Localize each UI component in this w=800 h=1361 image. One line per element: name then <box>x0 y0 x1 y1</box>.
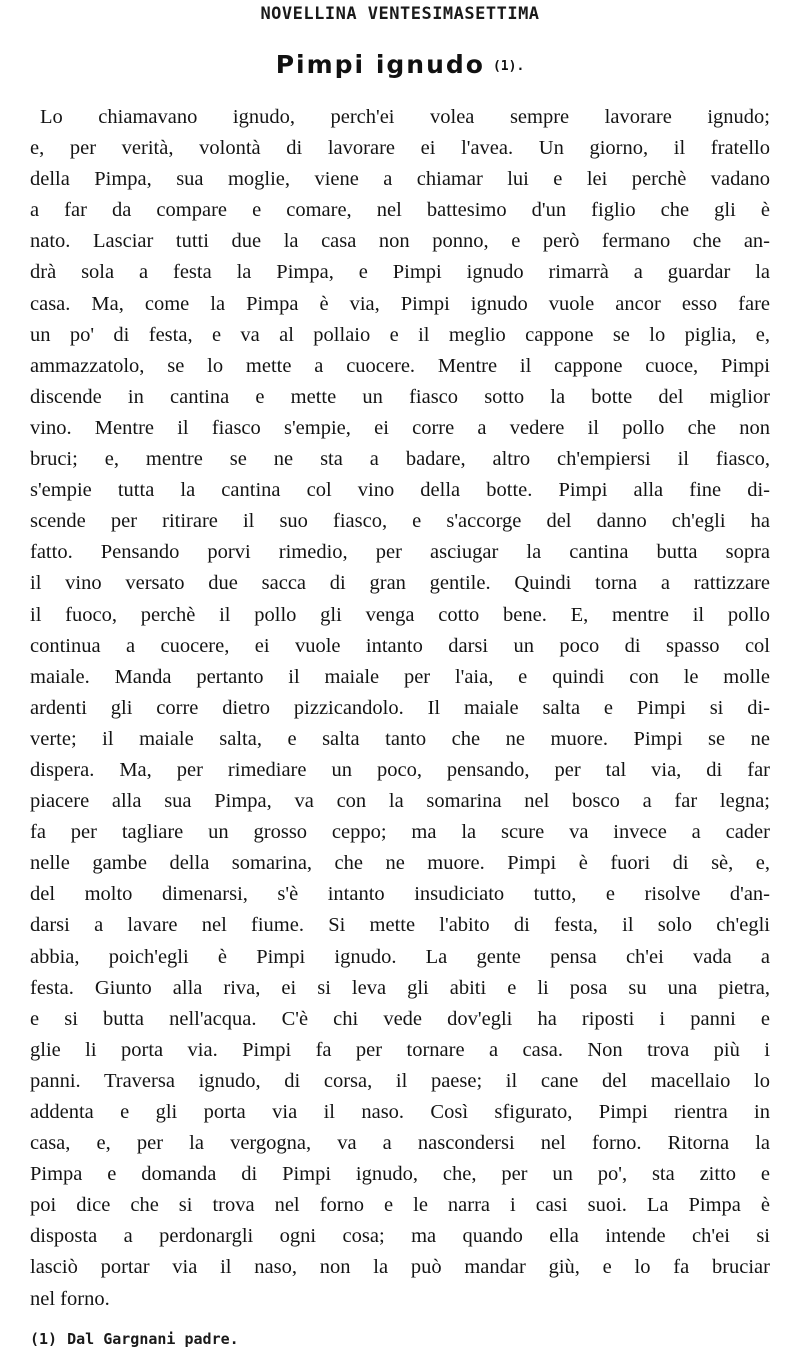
body-line: lasciò portar via il naso, non la può mandar giù, e lo fa bruciar <box>30 1256 770 1279</box>
body-line: dispera. Ma, per rimediare un poco, pensando, per tal via, di far <box>30 758 770 781</box>
footnote-mark: (1) <box>30 1330 58 1348</box>
footnote-text: Dal Gargnani padre. <box>67 1330 239 1348</box>
body-line: il vino versato due sacca di gran gentile. Quindi torna a rattizzare <box>30 572 770 595</box>
body-line: Pimpa e domanda di Pimpi ignudo, che, per un po', sta zitto e <box>30 1163 770 1186</box>
title-footnote-marker: (1). <box>492 59 525 74</box>
body-line: bruci; e, mentre se ne sta a badare, altro ch'empiersi il fiasco, <box>30 448 770 471</box>
body-line: e si butta nell'acqua. C'è chi vede dov'egli ha riposti i panni e <box>30 1007 770 1030</box>
body-line: ardenti gli corre dietro pizzicandolo. Il maiale salta e Pimpi si di- <box>30 696 770 719</box>
body-line: casa. Ma, come la Pimpa è via, Pimpi ignudo vuole ancor esso fare <box>30 292 770 315</box>
body-line: scende per ritirare il suo fiasco, e s'accorge del danno ch'egli ha <box>30 510 770 533</box>
body-line: disposta a perdonargli ogni cosa; ma quando ella intende ch'ei si <box>30 1225 770 1248</box>
body-line: abbia, poich'egli è Pimpi ignudo. La gente pensa ch'ei vada a <box>30 945 770 968</box>
footnote <box>30 1330 239 1348</box>
body-line: nel forno. <box>30 1287 110 1310</box>
body-line: darsi a lavare nel fiume. Si mette l'abito di festa, il solo ch'egli <box>30 914 770 937</box>
body-line: il fuoco, perchè il pollo gli venga cotto bene. E, mentre il pollo <box>30 603 770 626</box>
body-line: nato. Lasciar tutti due la casa non ponno, e però fermano che an- <box>30 230 770 253</box>
body-line: un po' di festa, e va al pollaio e il meglio cappone se lo piglia, e, <box>30 323 770 346</box>
story-body <box>30 102 770 1315</box>
running-head: NOVELLINA VENTESIMASETTIMA <box>260 4 540 24</box>
body-line: fatto. Pensando porvi rimedio, per asciugar la cantina butta sopra <box>30 541 770 564</box>
story-title: Pimpi ignudo <box>275 50 485 79</box>
body-line: e, per verità, volontà di lavorare ei l'avea. Un giorno, il fratello <box>30 137 770 160</box>
body-line: fa per tagliare un grosso ceppo; ma la scure va invece a cader <box>30 821 770 844</box>
body-line: nelle gambe della somarina, che ne muore. Pimpi è fuori di sè, e, <box>30 852 770 875</box>
body-line: del molto dimenarsi, s'è intanto insudiciato tutto, e risolve d'an- <box>30 883 770 906</box>
body-line: addenta e gli porta via il naso. Così sfigurato, Pimpi rientra in <box>30 1101 770 1123</box>
body-line: maiale. Manda pertanto il maiale per l'aia, e quindi con le molle <box>30 665 770 688</box>
body-line: verte; il maiale salta, e salta tanto che ne muore. Pimpi se ne <box>30 727 770 750</box>
body-line: festa. Giunto alla riva, ei si leva gli abiti e li posa su una pietra, <box>30 976 770 999</box>
body-line: drà sola a festa la Pimpa, e Pimpi ignudo rimarrà a guardar la <box>30 261 770 284</box>
body-line: s'empie tutta la cantina col vino della botte. Pimpi alla fine di- <box>30 479 770 502</box>
body-line: panni. Traversa ignudo, di corsa, il paese; il cane del macellaio lo <box>30 1069 770 1092</box>
body-line: a far da compare e comare, nel battesimo d'un figlio che gli è <box>30 199 770 222</box>
body-line: discende in cantina e mette un fiasco sotto la botte del miglior <box>30 385 770 408</box>
body-line: Lo chiamavano ignudo, perch'ei volea sempre lavorare ignudo; <box>40 106 770 128</box>
story-title-row <box>0 50 800 79</box>
body-line: della Pimpa, sua moglie, viene a chiamar lui e lei perchè vadano <box>30 168 770 191</box>
body-line: vino. Mentre il fiasco s'empie, ei corre a vedere il pollo che non <box>30 416 770 439</box>
body-line: continua a cuocere, ei vuole intanto darsi un poco di spasso col <box>30 634 770 657</box>
body-line: poi dice che si trova nel forno e le narra i casi suoi. La Pimpa è <box>30 1194 770 1217</box>
body-line: casa, e, per la vergogna, va a nascondersi nel forno. Ritorna la <box>30 1132 770 1155</box>
body-line: glie li porta via. Pimpi fa per tornare a casa. Non trova più i <box>30 1038 770 1061</box>
body-line: piacere alla sua Pimpa, va con la somarina nel bosco a far legna; <box>30 790 770 813</box>
body-line: ammazzatolo, se lo mette a cuocere. Mentre il cappone cuoce, Pimpi <box>30 354 770 377</box>
